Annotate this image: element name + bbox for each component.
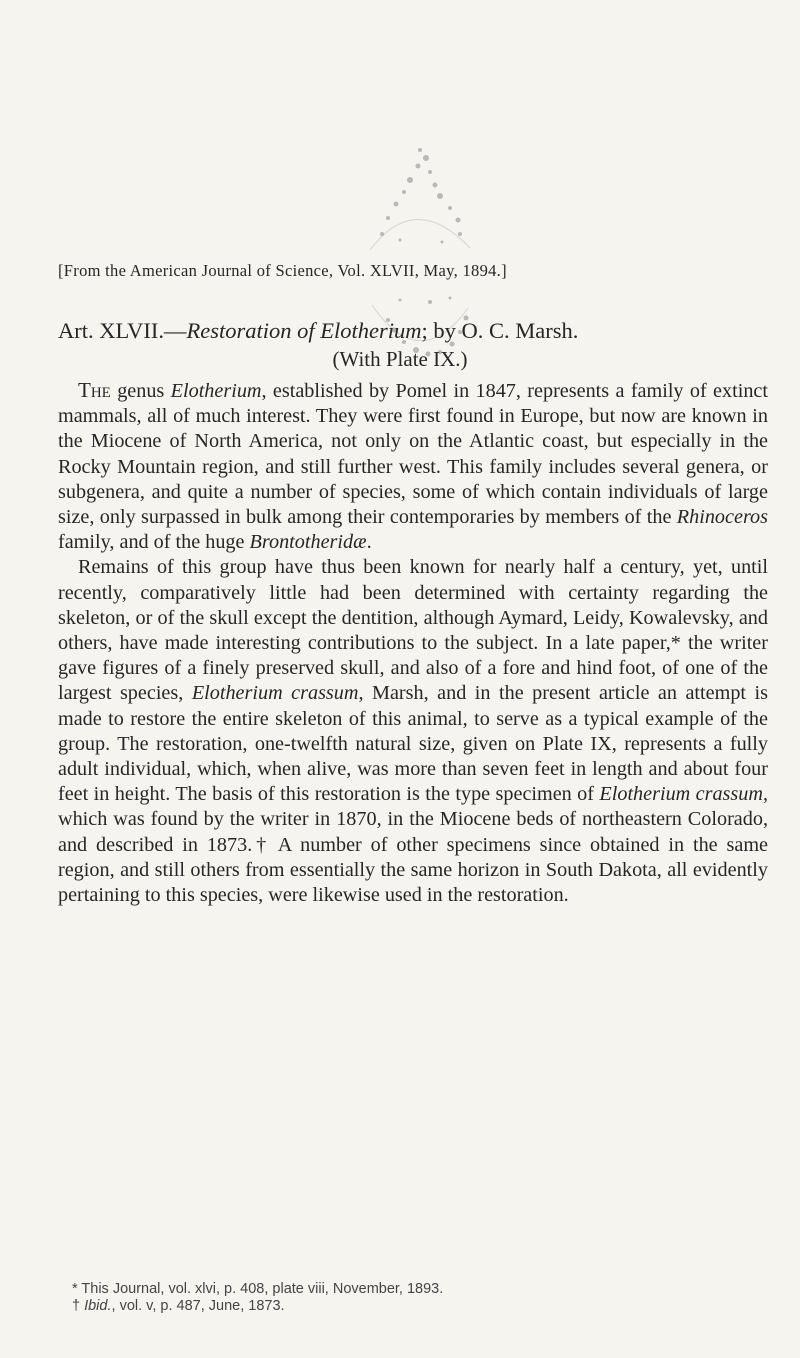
footnote-2-text: , vol. v, p. 487, June, 1873. [111,1298,285,1314]
article-number: Art. XLVII. [58,318,165,343]
p1-text-a: genus [110,380,171,402]
footnote-1: * This Journal, vol. xlvi, p. 408, plate viii, November, 1893. [72,1281,444,1297]
footnote-2-mark: † [72,1298,85,1314]
p1-text-b: , established by Pomel in 1847, represents a family of extinct mammals, all of much interest. They were first found in Europe, but now are known in the Miocene of North America, not only on the Atlantic coast, but especially in the Rocky Mountain region, and still further west. This family includes several genera, or subgenera, and quite a number of species, some of which contain individuals of large size, only surpassed in bulk among their contemporaries by members of the [58,380,768,529]
p1-text-d: . [366,531,372,554]
p2-text-c: , which was found by the writer in 1870, in the Miocene beds of northeastern Colorado, and described in 1873.† A number of other specimens since obtained in the same region, and still others from essentially the same horizon in South Dakota, all evidently pertaining to this species, were likewise used in the restoration. [58,783,768,907]
p2-text-b: , Marsh, and in the present article an attempt is made to restore the entire skeleton of this animal, to serve as a typical example of the group. The restoration, one-twelfth natural size, given on Plate IX, represents a fully adult individual, which, when alive, was more than seven feet in length and about four feet in height. The basis of this restoration is the type specimen of [58,682,768,806]
genus-name: Elotherium [170,380,262,402]
plate-reference: (With Plate IX.) [332,347,468,371]
p1-text-c: family, and of the huge [58,531,250,554]
species-name: Elotherium crassum [191,682,359,705]
article-byline: ; by O. C. Marsh. [421,318,579,343]
species-name-2: Elotherium crassum [599,783,763,806]
drop-lead: The [78,378,111,402]
paragraph-1 [58,378,768,555]
rhinoceros-name: Rhinoceros [676,506,768,529]
paragraph-2 [58,555,768,908]
article-title-text: Restoration of Elotherium [186,318,422,343]
footnotes [72,1281,762,1315]
footnote-2-ibid: Ibid. [84,1298,112,1314]
footnote-2 [72,1298,762,1315]
article-title: Art. XLVII.—Restoration of Elotherium; by O. C. Marsh. [58,318,579,343]
p2-text-a: Remains of this group have thus been known for nearly half a century, yet, until recently, comparatively little had been determined with certainty regarding the skeleton, or of the skull except the dentition, although Aymard, Leidy, Kowalevsky, and others, have made interesting contributions to the subject. In a late paper,* the writer gave figures of a finely preserved skull, and also of a fore and hind foot, of one of the largest species, [58,556,768,705]
article-body [58,378,768,908]
journal-header: [From the American Journal of Science, Vol. XLVII, May, 1894.] [58,261,507,280]
brontotheridae-name: Brontotheridæ [249,531,367,554]
